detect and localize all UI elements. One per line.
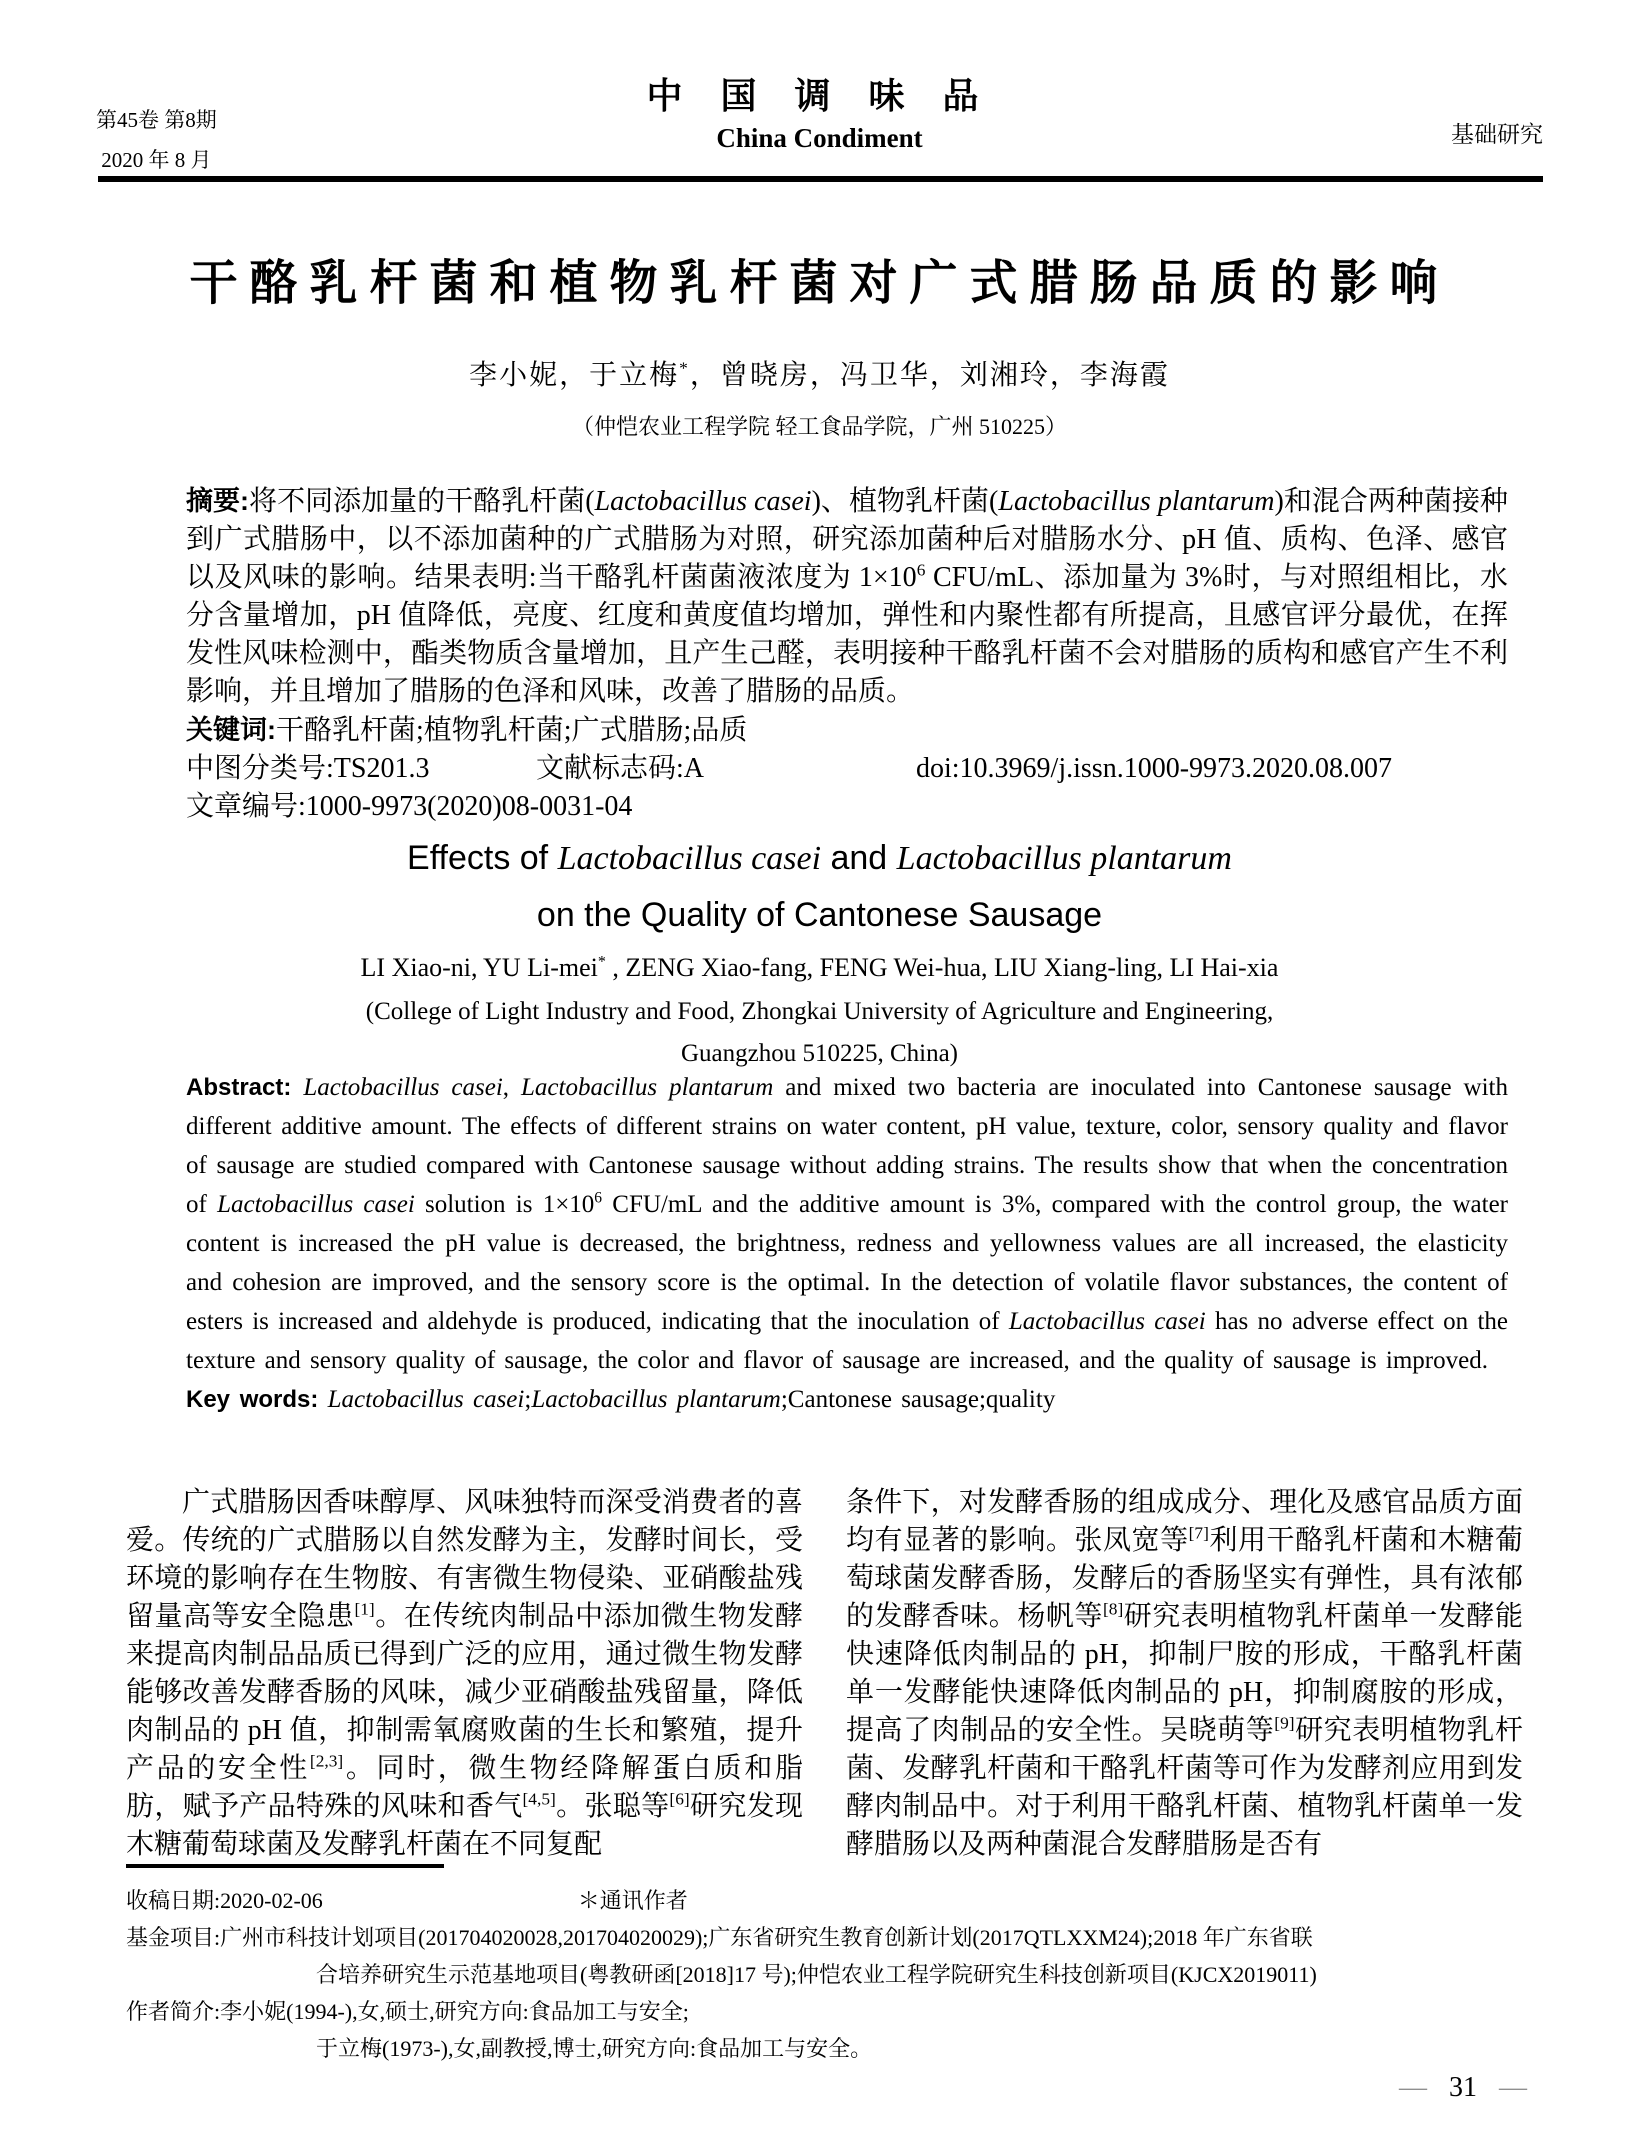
keywords-en-label: Key words: [186, 1386, 319, 1413]
document-code: 文献标志码:A [536, 753, 705, 784]
journal-column-label: 基础研究 [1451, 122, 1543, 147]
article-title-en-line1: Effects of Lactobacillus casei and Lactobacillus plantarum [407, 839, 1232, 877]
journal-issue-volume: 第45卷 第8期 [96, 108, 217, 132]
keywords-en [186, 1380, 1508, 1419]
body-paragraph-left: 广式腊肠因香味醇厚、风味独特而深受消费者的喜爱。传统的广式腊肠以自然发酵为主，发酵时间长，受环境的影响存在生物胺、有害微生物侵染、亚硝酸盐残留量高等安全隐患[1]。在传统肉制品中添加微生物发酵来提高肉制品品质已得到广泛的应用，通过微生物发酵能够改善发酵香肠的风味，减少亚硝酸盐残留量，降低肉制品的 pH 值，抑制需氧腐败菌的生长和繁殖，提升产品的安全性[2,3]。同时，微生物经降解蛋白质和脂肪，赋予产品特殊的风味和香气[4,5]。张聪等[6]研究发现木糖葡萄球菌及发酵乳杆菌在不同复配 [126, 1487, 803, 1860]
header-rule [98, 176, 1543, 182]
article-affiliation-cn: （仲恺农业工程学院 轻工食品学院，广州 510225） [571, 414, 1067, 439]
article-head-en [0, 830, 1639, 1075]
abstract-en-label: Abstract: [186, 1074, 292, 1101]
footnote-rule [126, 1864, 444, 1868]
article-authors-en: LI Xiao-ni, YU Li-mei* , ZENG Xiao-fang, FENG Wei-hua, LIU Xiang-ling, LI Hai-xia [360, 953, 1279, 982]
footnote-author-bio-line1: 作者简介:李小妮(1994-),女,硕士,研究方向:食品加工与安全; [126, 1999, 689, 2024]
keywords-cn-label: 关键词: [186, 715, 276, 745]
keywords-en-text: Lactobacillus casei;Lactobacillus plantarum;Cantonese sausage;quality [327, 1386, 1056, 1413]
journal-masthead [0, 76, 1639, 156]
article-affiliation-en-line1: (College of Light Industry and Food, Zhongkai University of Agriculture and Engineering, [365, 998, 1274, 1025]
page-number-dash-left: — [1399, 2072, 1427, 2103]
article-number: 文章编号:1000-9973(2020)08-0031-04 [186, 791, 633, 822]
clc-number: 中图分类号:TS201.3 [186, 753, 430, 784]
footnote-received-line [126, 1882, 1526, 1919]
abstract-cn-text: 将不同添加量的干酪乳杆菌(Lactobacillus casei)、植物乳杆菌(Lactobacillus plantarum)和混合两种菌接种到广式腊肠中，以不添加菌种的广式腊肠为对照，研究添加菌种后对腊肠水分、pH 值、质构、色泽、感官以及风味的影响。结果表明:当干酪乳杆菌菌液浓度为 $1\times 10^6$ CFU/mL、添加量为 3%时，与对照组相比，水分含量增加，pH 值降低，亮度、红度和黄度值均增加，弹性和内聚性都有所提高，且感官评分最优，在挥发性风味检测中，酯类物质含量增加，且产生己醛，表明接种干酪乳杆菌不会对腊肠的质构和感官产生不利影响，并且增加了腊肠的色泽和风味，改善了腊肠的品质。 [186, 486, 1508, 707]
footnote-author-bio-line2: 于立梅(1973-),女,副教授,博士,研究方向:食品加工与安全。 [316, 2036, 873, 2061]
footnote-received-date: 收稿日期:2020-02-06 [126, 1888, 323, 1913]
abstract-en [186, 1068, 1508, 1380]
article-affiliation-en-line2: Guangzhou 510225, China) [680, 1040, 959, 1067]
body-paragraph-right: 条件下，对发酵香肠的组成成分、理化及感官品质方面均有显著的影响。张凤宽等[7]利用干酪乳杆菌和木糖葡萄球菌发酵香肠，发酵后的香肠坚实有弹性，具有浓郁的发酵香味。杨帆等[8]研究表明植物乳杆菌单一发酵能快速降低肉制品的 pH，抑制尸胺的形成，干酪乳杆菌单一发酵能快速降低肉制品的 pH，抑制腐胺的形成，提高了肉制品的安全性。吴晓萌等[9]研究表明植物乳杆菌、发酵乳杆菌和干酪乳杆菌等可作为发酵剂应用到发酵肉制品中。对于利用干酪乳杆菌、植物乳杆菌单一发酵腊肠以及两种菌混合发酵腊肠是否有 [846, 1487, 1523, 1860]
article-title-en-line2: on the Quality of Cantonese Sausage [536, 896, 1103, 934]
journal-name-en: China Condiment [716, 123, 923, 153]
article-title-cn: 干酪乳杆菌和植物乳杆菌对广式腊肠品质的影响 [189, 257, 1450, 310]
article-body [126, 1484, 1523, 1864]
body-column-left [126, 1484, 803, 1864]
page-number [1399, 2070, 1527, 2106]
footnote-block [126, 1864, 1526, 2067]
footnote-fund-line2: 合培养研究生示范基地项目(粤教研函[2018]17 号);仲恺农业工程学院研究生科技创新项目(KJCX2019011) [316, 1962, 1317, 1987]
abstract-cn-label: 摘要: [186, 486, 250, 516]
journal-name-cn: 中 国 调 味 品 [646, 75, 993, 116]
keywords-cn [186, 711, 1508, 750]
footnote-fund-line1: 基金项目:广州市科技计划项目(201704020028,201704020029);广东省研究生教育创新计划(2017QTLXXM24);2018 年广东省联 [126, 1925, 1313, 1950]
body-column-right [846, 1484, 1523, 1864]
abstract-cn [186, 482, 1508, 711]
doi: doi:10.3969/j.issn.1000-9973.2020.08.007 [916, 753, 1393, 784]
abstract-en-text: Lactobacillus casei, Lactobacillus plantarum and mixed two bacteria are inoculated into Cantonese sausage with different additive amount. The effects of different strains on water content, pH value, texture, color, sensory quality and flavor of sausage are studied compared with Cantonese sausage without adding strains. The results show that when the concentration of Lactobacillus casei solution is $1\times 10^6$ CFU/mL and the additive amount is 3%, compared with the control group, the water content is increased the pH value is decreased, the brightness, redness and yellowness values are all increased, the elasticity and cohesion are improved, and the sensory score is the optimal. In the detection of volatile flavor substances, the content of esters is increased and aldehyde is produced, indicating that the inoculation of Lactobacillus casei has no adverse effect on the texture and sensory quality of sausage, the color and flavor of sausage are increased, and the quality of sausage is improved. [186, 1074, 1508, 1374]
journal-issue-date: 2020 年 8 月 [101, 148, 212, 172]
footnote-corresponding-author: ＊通讯作者 [577, 1888, 688, 1913]
article-meta-line [186, 750, 1508, 788]
page-number-value: 31 [1449, 2072, 1477, 2103]
page-number-dash-right: — [1499, 2072, 1527, 2103]
keywords-cn-text: 干酪乳杆菌;植物乳杆菌;广式腊肠;品质 [276, 715, 748, 746]
abstract-cn-block [186, 482, 1508, 826]
article-authors-cn: 李小妮，于立梅*，曾晓房，冯卫华，刘湘玲，李海霞 [469, 358, 1170, 391]
abstract-en-block [186, 1068, 1508, 1419]
